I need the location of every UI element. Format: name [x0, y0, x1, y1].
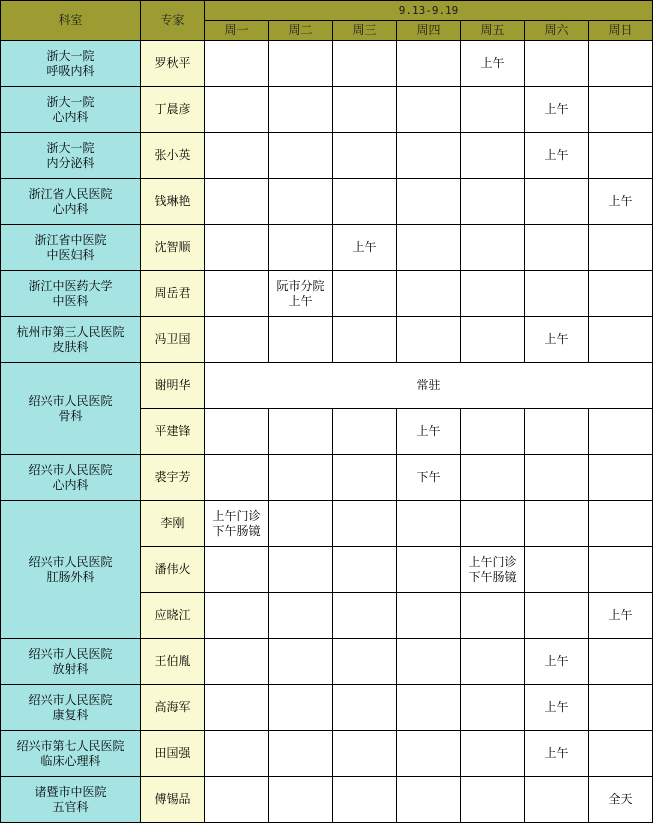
- hospital-name: 浙江省人民医院: [28, 186, 113, 201]
- schedule-cell: [269, 133, 333, 179]
- schedule-cell: [525, 225, 589, 271]
- schedule-cell: [589, 685, 653, 731]
- department-cell: [1, 225, 141, 271]
- hospital-name: 浙江中医药大学: [28, 278, 113, 293]
- schedule-entry: 上午: [608, 608, 633, 622]
- schedule-cell: [589, 317, 653, 363]
- table-row: [1, 225, 653, 271]
- schedule-cell: [333, 593, 397, 639]
- table-row: [1, 501, 653, 547]
- schedule-cell: [589, 455, 653, 501]
- department-name: 康复科: [52, 707, 89, 722]
- schedule-cell: [525, 41, 589, 87]
- schedule-cell: [525, 409, 589, 455]
- header-date-range: 9.13-9.19: [205, 1, 653, 21]
- schedule-entry: 阮市分院: [276, 278, 325, 293]
- department-name: 五官科: [52, 799, 89, 814]
- department-name: 中医妇科: [46, 247, 95, 262]
- schedule-cell: [461, 685, 525, 731]
- department-name: 中医科: [52, 293, 89, 308]
- expert-name: 李刚: [141, 501, 205, 547]
- schedule-cell: [333, 455, 397, 501]
- table-row: [1, 87, 653, 133]
- schedule-cell: [397, 731, 461, 777]
- expert-name: 罗秋平: [141, 41, 205, 87]
- schedule-entry: 下午: [416, 470, 441, 484]
- schedule-cell: [461, 593, 525, 639]
- schedule-cell: [333, 639, 397, 685]
- department-cell: [1, 455, 141, 501]
- schedule-entry: 上午: [544, 746, 569, 760]
- department-cell: [1, 271, 141, 317]
- department-name: 呼吸内科: [46, 63, 95, 78]
- schedule-cell: [589, 179, 653, 225]
- schedule-entry: 上午: [544, 102, 569, 116]
- schedule-cell: [461, 133, 525, 179]
- schedule-cell: [589, 777, 653, 823]
- schedule-entry: 上午: [544, 654, 569, 668]
- schedule-cell: [269, 501, 333, 547]
- hospital-name: 绍兴市第七人民医院: [16, 738, 125, 753]
- schedule-entry: 上午: [352, 240, 377, 254]
- schedule-cell: [589, 639, 653, 685]
- schedule-cell: [333, 547, 397, 593]
- schedule-cell: [397, 317, 461, 363]
- schedule-cell: [269, 685, 333, 731]
- schedule-cell: [333, 501, 397, 547]
- table-row: [1, 685, 653, 731]
- schedule-entry: 全天: [608, 792, 633, 806]
- schedule-cell: [333, 777, 397, 823]
- department-cell: [1, 501, 141, 639]
- schedule-cell: [397, 547, 461, 593]
- schedule-cell: [397, 501, 461, 547]
- schedule-entry: 上午: [544, 148, 569, 162]
- department-name: 放射科: [52, 661, 89, 676]
- expert-name: 丁晨彦: [141, 87, 205, 133]
- schedule-cell: [269, 87, 333, 133]
- table-row: [1, 639, 653, 685]
- schedule-cell: [589, 547, 653, 593]
- header-department: 科室: [1, 1, 141, 41]
- expert-name: 周岳君: [141, 271, 205, 317]
- schedule-cell: [525, 87, 589, 133]
- schedule-cell: [397, 409, 461, 455]
- schedule-cell: [589, 225, 653, 271]
- schedule-cell: [461, 547, 525, 593]
- schedule-cell: [269, 271, 333, 317]
- expert-name: 沈智顺: [141, 225, 205, 271]
- table-row: [1, 455, 653, 501]
- schedule-cell: [525, 685, 589, 731]
- schedule-cell: [205, 501, 269, 547]
- schedule-cell: [205, 41, 269, 87]
- schedule-cell: [397, 87, 461, 133]
- schedule-cell: [397, 685, 461, 731]
- schedule-cell: [333, 87, 397, 133]
- expert-name: 高海军: [141, 685, 205, 731]
- schedule-cell: [205, 547, 269, 593]
- schedule-cell: [333, 685, 397, 731]
- schedule-cell: [205, 731, 269, 777]
- schedule-cell: [333, 317, 397, 363]
- schedule-cell: [205, 133, 269, 179]
- schedule-cell: [205, 317, 269, 363]
- schedule-cell: [333, 41, 397, 87]
- schedule-cell: [333, 731, 397, 777]
- schedule-body: [1, 41, 653, 823]
- header-day: 周二: [269, 21, 333, 41]
- schedule-cell: [333, 133, 397, 179]
- schedule-cell: [461, 317, 525, 363]
- schedule-cell: [525, 639, 589, 685]
- schedule-cell: [525, 271, 589, 317]
- schedule-cell: [525, 179, 589, 225]
- department-cell: [1, 639, 141, 685]
- hospital-name: 绍兴市人民医院: [28, 554, 113, 569]
- schedule-cell: [269, 455, 333, 501]
- schedule-cell: [525, 501, 589, 547]
- schedule-cell: [205, 593, 269, 639]
- department-cell: [1, 777, 141, 823]
- department-cell: [1, 179, 141, 225]
- schedule-cell: [269, 179, 333, 225]
- schedule-entry: 上午门诊: [468, 554, 517, 569]
- department-name: 肛肠外科: [46, 569, 95, 584]
- schedule-cell: [397, 133, 461, 179]
- schedule-cell: [525, 547, 589, 593]
- department-name: 临床心理科: [40, 753, 101, 768]
- schedule-cell: [205, 685, 269, 731]
- schedule-cell: [589, 409, 653, 455]
- schedule-cell: [397, 41, 461, 87]
- schedule-cell: [525, 133, 589, 179]
- header-day: 周五: [461, 21, 525, 41]
- schedule-cell: [205, 455, 269, 501]
- expert-name: 傅锡品: [141, 777, 205, 823]
- schedule-cell: [397, 179, 461, 225]
- expert-name: 钱琳艳: [141, 179, 205, 225]
- schedule-cell: [397, 271, 461, 317]
- hospital-name: 绍兴市人民医院: [28, 393, 113, 408]
- schedule-entry: 下午肠镜: [212, 523, 261, 538]
- expert-name: 王伯胤: [141, 639, 205, 685]
- schedule-entry: 上午: [416, 424, 441, 438]
- header-expert: 专家: [141, 1, 205, 41]
- hospital-name: 浙大一院: [46, 94, 95, 109]
- schedule-cell: [525, 455, 589, 501]
- expert-name: 谢明华: [141, 363, 205, 409]
- header-day: 周六: [525, 21, 589, 41]
- schedule-cell: [589, 593, 653, 639]
- schedule-cell: [461, 639, 525, 685]
- schedule-cell: [333, 271, 397, 317]
- schedule-cell: [461, 501, 525, 547]
- schedule-entry: 上午: [544, 700, 569, 714]
- schedule-cell: [205, 271, 269, 317]
- schedule-entry: 上午门诊: [212, 508, 261, 523]
- resident-cell: 常驻: [205, 363, 653, 409]
- schedule-cell: [589, 271, 653, 317]
- expert-name: 应晓江: [141, 593, 205, 639]
- schedule-cell: [269, 593, 333, 639]
- schedule-cell: [525, 317, 589, 363]
- schedule-cell: [205, 225, 269, 271]
- department-cell: [1, 363, 141, 455]
- schedule-cell: [269, 731, 333, 777]
- department-name: 骨科: [58, 408, 83, 423]
- schedule-entry: 上午: [544, 332, 569, 346]
- department-name: 内分泌科: [46, 155, 95, 170]
- schedule-cell: [397, 639, 461, 685]
- schedule-cell: [461, 225, 525, 271]
- hospital-name: 浙江省中医院: [34, 232, 107, 247]
- hospital-name: 绍兴市人民医院: [28, 692, 113, 707]
- table-row: [1, 363, 653, 409]
- department-cell: [1, 317, 141, 363]
- department-cell: [1, 685, 141, 731]
- schedule-cell: [397, 225, 461, 271]
- expert-name: 平建锋: [141, 409, 205, 455]
- schedule-cell: [333, 179, 397, 225]
- schedule-cell: [461, 731, 525, 777]
- schedule-cell: [461, 179, 525, 225]
- schedule-cell: [205, 87, 269, 133]
- department-name: 皮肤科: [52, 339, 89, 354]
- schedule-cell: [525, 593, 589, 639]
- schedule-entry: 上午: [480, 56, 505, 70]
- schedule-cell: [205, 409, 269, 455]
- department-name: 心内科: [52, 477, 89, 492]
- header-day: 周日: [589, 21, 653, 41]
- hospital-name: 绍兴市人民医院: [28, 646, 113, 661]
- header-day: 周四: [397, 21, 461, 41]
- schedule-cell: [269, 225, 333, 271]
- table-row: [1, 41, 653, 87]
- schedule-entry: 上午: [288, 293, 313, 308]
- schedule-cell: [397, 455, 461, 501]
- schedule-cell: [269, 409, 333, 455]
- department-cell: [1, 87, 141, 133]
- schedule-cell: [589, 501, 653, 547]
- expert-name: 张小英: [141, 133, 205, 179]
- hospital-name: 杭州市第三人民医院: [16, 324, 125, 339]
- department-name: 心内科: [52, 109, 89, 124]
- expert-name: 裘宇芳: [141, 455, 205, 501]
- department-cell: [1, 41, 141, 87]
- schedule-cell: [525, 731, 589, 777]
- schedule-cell: [269, 41, 333, 87]
- department-name: 心内科: [52, 201, 89, 216]
- schedule-cell: [589, 87, 653, 133]
- department-cell: [1, 133, 141, 179]
- header-day: 周一: [205, 21, 269, 41]
- schedule-cell: [205, 639, 269, 685]
- schedule-cell: [397, 593, 461, 639]
- schedule-cell: [461, 777, 525, 823]
- expert-name: 冯卫国: [141, 317, 205, 363]
- header-day: 周三: [333, 21, 397, 41]
- schedule-cell: [461, 409, 525, 455]
- expert-name: 潘伟火: [141, 547, 205, 593]
- schedule-cell: [269, 317, 333, 363]
- department-cell: [1, 731, 141, 777]
- schedule-cell: [205, 179, 269, 225]
- table-row: [1, 317, 653, 363]
- schedule-cell: [269, 639, 333, 685]
- schedule-entry: 下午肠镜: [468, 569, 517, 584]
- schedule-entry: 上午: [608, 194, 633, 208]
- hospital-name: 浙大一院: [46, 48, 95, 63]
- hospital-name: 浙大一院: [46, 140, 95, 155]
- table-row: [1, 777, 653, 823]
- schedule-cell: [269, 547, 333, 593]
- schedule-cell: [461, 41, 525, 87]
- table-row: [1, 271, 653, 317]
- expert-name: 田国强: [141, 731, 205, 777]
- schedule-cell: [269, 777, 333, 823]
- schedule-cell: [461, 87, 525, 133]
- schedule-cell: [461, 455, 525, 501]
- hospital-name: 诸暨市中医院: [34, 784, 107, 799]
- schedule-cell: [461, 271, 525, 317]
- schedule-cell: [589, 41, 653, 87]
- table-row: [1, 179, 653, 225]
- schedule-cell: [205, 777, 269, 823]
- schedule-cell: [589, 731, 653, 777]
- schedule-cell: [525, 777, 589, 823]
- schedule-cell: [589, 133, 653, 179]
- table-row: [1, 133, 653, 179]
- hospital-name: 绍兴市人民医院: [28, 462, 113, 477]
- schedule-cell: [397, 777, 461, 823]
- table-row: [1, 731, 653, 777]
- schedule-cell: [333, 409, 397, 455]
- schedule-cell: [333, 225, 397, 271]
